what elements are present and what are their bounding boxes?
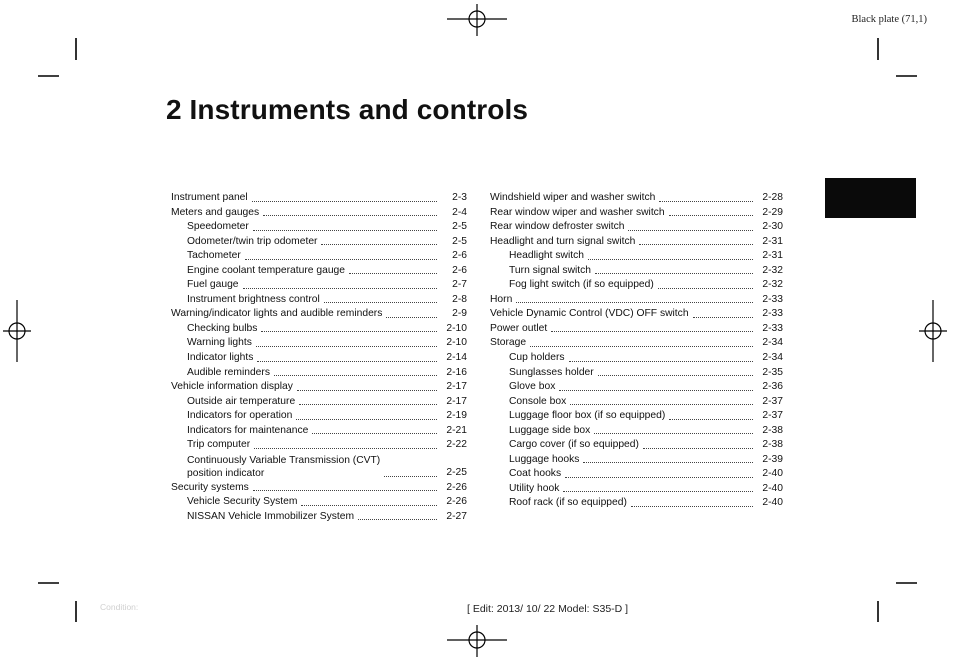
toc-entry-page: 2-33 xyxy=(762,308,783,320)
toc-entry-page: 2-7 xyxy=(452,279,467,291)
toc-entry-page: 2-37 xyxy=(762,410,783,422)
toc-dot-leader xyxy=(321,244,437,245)
toc-entry-page: 2-16 xyxy=(446,366,467,378)
toc-entry[interactable] xyxy=(171,395,467,410)
toc-left-column xyxy=(171,191,467,524)
toc-entry[interactable] xyxy=(171,351,467,366)
toc-entry-label: Warning/indicator lights and audible reminders xyxy=(171,308,383,320)
footer-condition: Condition: xyxy=(100,602,139,612)
toc-dot-leader xyxy=(254,448,437,449)
toc-entry[interactable] xyxy=(171,191,467,206)
toc-entry-page: 2-19 xyxy=(446,410,467,422)
toc-entry-label: Cup holders xyxy=(509,352,565,364)
toc-entry-label: Vehicle Dynamic Control (VDC) OFF switch xyxy=(490,308,689,320)
toc-dot-leader xyxy=(253,230,437,231)
toc-dot-leader xyxy=(358,519,437,520)
toc-dot-leader xyxy=(256,346,437,347)
toc-dot-leader xyxy=(252,201,437,202)
toc-entry-label: Fuel gauge xyxy=(187,279,239,291)
toc-dot-leader xyxy=(516,302,753,303)
toc-entry[interactable] xyxy=(171,453,467,481)
toc-entry-page: 2-10 xyxy=(446,322,467,334)
toc-dot-leader xyxy=(693,317,753,318)
toc-dot-leader xyxy=(274,375,437,376)
toc-entry[interactable] xyxy=(490,467,783,482)
chapter-tab xyxy=(825,178,916,218)
toc-entry-page: 2-38 xyxy=(762,439,783,451)
toc-entry[interactable] xyxy=(490,424,783,439)
toc-entry[interactable] xyxy=(171,249,467,264)
toc-dot-leader xyxy=(570,404,753,405)
toc-entry[interactable] xyxy=(171,495,467,510)
toc-dot-leader xyxy=(559,390,753,391)
toc-entry[interactable] xyxy=(490,206,783,221)
toc-entry-page: 2-39 xyxy=(762,453,783,465)
toc-dot-leader xyxy=(386,317,437,318)
toc-dot-leader xyxy=(245,259,437,260)
toc-entry[interactable] xyxy=(171,380,467,395)
toc-entry-label-line1: Continuously Variable Transmission (CVT) xyxy=(187,454,381,466)
toc-dot-leader xyxy=(658,288,753,289)
toc-entry[interactable] xyxy=(171,307,467,322)
toc-entry-label: Storage xyxy=(490,337,527,349)
toc-entry-page: 2-27 xyxy=(446,510,467,522)
toc-entry-page: 2-34 xyxy=(762,352,783,364)
toc-entry-label: Checking bulbs xyxy=(187,322,258,334)
toc-entry[interactable] xyxy=(171,220,467,235)
toc-entry-page: 2-10 xyxy=(446,337,467,349)
toc-entry-page: 2-35 xyxy=(762,366,783,378)
toc-entry-page: 2-3 xyxy=(452,192,467,203)
toc-entry[interactable] xyxy=(171,409,467,424)
toc-dot-leader xyxy=(669,215,753,216)
toc-dot-leader xyxy=(639,244,753,245)
toc-dot-leader xyxy=(598,375,753,376)
toc-entry-label: Luggage hooks xyxy=(509,453,580,465)
toc-entry[interactable] xyxy=(490,249,783,264)
toc-entry-label: Warning lights xyxy=(187,337,252,349)
toc-dot-leader xyxy=(349,273,437,274)
toc-entry[interactable] xyxy=(490,322,783,337)
toc-dot-leader xyxy=(263,215,437,216)
toc-entry[interactable] xyxy=(490,438,783,453)
toc-entry-label: Outside air temperature xyxy=(187,395,296,407)
toc-entry-label: Security systems xyxy=(171,481,249,493)
toc-entry-page: 2-33 xyxy=(762,293,783,305)
toc-entry-label: Indicators for maintenance xyxy=(187,424,309,436)
toc-entry[interactable] xyxy=(171,438,467,453)
toc-dot-leader xyxy=(583,462,753,463)
toc-entry-page: 2-33 xyxy=(762,322,783,334)
toc-entry-page: 2-6 xyxy=(452,250,467,262)
toc-entry[interactable] xyxy=(171,424,467,439)
chapter-title: 2 Instruments and controls xyxy=(166,94,528,125)
toc-dot-leader xyxy=(569,361,753,362)
toc-dot-leader xyxy=(594,433,753,434)
toc-entry[interactable] xyxy=(490,380,783,395)
toc-dot-leader xyxy=(296,419,437,420)
toc-entry[interactable] xyxy=(171,481,467,496)
toc-entry-page: 2-40 xyxy=(762,482,783,494)
toc-entry-page: 2-6 xyxy=(452,264,467,276)
toc-dot-leader xyxy=(669,419,753,420)
toc-dot-leader xyxy=(301,505,437,506)
toc-entry[interactable] xyxy=(490,220,783,235)
toc-dot-leader xyxy=(595,273,753,274)
toc-entry[interactable] xyxy=(490,191,783,206)
toc-entry-label: Roof rack (if so equipped) xyxy=(509,497,627,509)
toc-entry[interactable] xyxy=(490,409,783,424)
toc-entry-label: Fog light switch (if so equipped) xyxy=(509,279,654,291)
toc-entry[interactable] xyxy=(171,293,467,308)
toc-entry[interactable] xyxy=(490,496,783,511)
toc-entry-label: Power outlet xyxy=(490,322,548,334)
plate-label: Black plate (71,1) xyxy=(851,14,927,25)
toc-entry[interactable] xyxy=(171,264,467,279)
toc-entry-label: Sunglasses holder xyxy=(509,366,594,378)
toc-entry-label-line2: position indicator xyxy=(187,467,265,479)
footer-edit-info: [ Edit: 2013/ 10/ 22 Model: S35-D ] xyxy=(467,603,629,615)
toc-entry[interactable] xyxy=(171,336,467,351)
toc-entry-page: 2-17 xyxy=(446,395,467,407)
toc-entry-label: Indicators for operation xyxy=(187,410,293,422)
toc-entry-label: Utility hook xyxy=(509,482,560,494)
toc-entry-page: 2-9 xyxy=(452,308,467,320)
toc-entry-label: Trip computer xyxy=(187,439,251,451)
toc-entry[interactable] xyxy=(490,278,783,293)
toc-entry-page: 2-36 xyxy=(762,381,783,393)
toc-entry[interactable] xyxy=(171,322,467,337)
toc-entry-label: Vehicle information display xyxy=(171,381,293,393)
toc-entry-page: 2-21 xyxy=(446,424,467,436)
toc-entry-page: 2-32 xyxy=(762,264,783,276)
toc-entry-label xyxy=(187,454,380,481)
toc-dot-leader xyxy=(324,302,437,303)
toc-entry-label: Engine coolant temperature gauge xyxy=(187,264,345,276)
toc-dot-leader xyxy=(628,230,753,231)
toc-entry-label: Cargo cover (if so equipped) xyxy=(509,439,639,451)
toc-right-column xyxy=(490,191,783,511)
toc-entry-page: 2-26 xyxy=(446,481,467,493)
toc-entry[interactable] xyxy=(171,206,467,221)
toc-entry-label: Instrument panel xyxy=(171,192,248,203)
toc-entry-label: Coat hooks xyxy=(509,468,562,480)
toc-entry-page: 2-31 xyxy=(762,235,783,247)
toc-dot-leader xyxy=(253,490,437,491)
toc-entry-label: Rear window defroster switch xyxy=(490,221,625,233)
toc-entry-page: 2-38 xyxy=(762,424,783,436)
toc-dot-leader xyxy=(551,331,753,332)
toc-entry-label: Windshield wiper and washer switch xyxy=(490,192,656,203)
toc-dot-leader xyxy=(588,259,753,260)
toc-dot-leader xyxy=(384,476,437,477)
toc-entry-page: 2-37 xyxy=(762,395,783,407)
toc-dot-leader xyxy=(299,404,437,405)
toc-entry-page: 2-26 xyxy=(446,496,467,508)
toc-dot-leader xyxy=(643,448,753,449)
toc-entry-label: Turn signal switch xyxy=(509,264,592,276)
toc-entry-page: 2-30 xyxy=(762,221,783,233)
toc-entry-page: 2-5 xyxy=(452,221,467,233)
toc-entry[interactable] xyxy=(490,307,783,322)
toc-dot-leader xyxy=(312,433,437,434)
toc-entry-page: 2-22 xyxy=(446,439,467,451)
toc-dot-leader xyxy=(565,477,753,478)
toc-entry-label: Luggage floor box (if so equipped) xyxy=(509,410,666,422)
toc-entry[interactable] xyxy=(490,366,783,381)
toc-entry[interactable] xyxy=(490,482,783,497)
toc-dot-leader xyxy=(297,390,437,391)
toc-dot-leader xyxy=(530,346,753,347)
toc-entry-label: Headlight and turn signal switch xyxy=(490,235,636,247)
toc-entry-label: Odometer/twin trip odometer xyxy=(187,235,318,247)
toc-entry-label: Console box xyxy=(509,395,567,407)
toc-entry-page: 2-29 xyxy=(762,206,783,218)
toc-entry-page: 2-5 xyxy=(452,235,467,247)
toc-entry-page: 2-34 xyxy=(762,337,783,349)
toc-entry-page: 2-4 xyxy=(452,206,467,218)
toc-dot-leader xyxy=(257,361,437,362)
toc-entry-label: Glove box xyxy=(509,381,556,393)
toc-dot-leader xyxy=(659,201,753,202)
toc-entry-label: Meters and gauges xyxy=(171,206,260,218)
toc-entry-page: 2-40 xyxy=(762,468,783,480)
toc-entry[interactable] xyxy=(490,293,783,308)
toc-entry-page: 2-28 xyxy=(762,192,783,203)
toc-entry-page: 2-32 xyxy=(762,279,783,291)
toc-entry-page: 2-25 xyxy=(446,467,467,479)
toc-entry-label: Vehicle Security System xyxy=(187,496,298,508)
toc-dot-leader xyxy=(631,506,753,507)
toc-dot-leader xyxy=(243,288,437,289)
toc-entry-page: 2-40 xyxy=(762,497,783,509)
toc-entry-page: 2-31 xyxy=(762,250,783,262)
toc-entry-label: Rear window wiper and washer switch xyxy=(490,206,665,218)
toc-entry-label: Audible reminders xyxy=(187,366,270,378)
toc-entry-page: 2-14 xyxy=(446,352,467,364)
toc-entry[interactable] xyxy=(171,235,467,250)
toc-dot-leader xyxy=(261,331,437,332)
toc-entry-label: Luggage side box xyxy=(509,424,591,436)
toc-entry-label: Tachometer xyxy=(187,250,241,262)
toc-entry[interactable] xyxy=(490,351,783,366)
toc-entry-label: Headlight switch xyxy=(509,250,584,262)
toc-entry[interactable] xyxy=(171,366,467,381)
toc-entry-page: 2-8 xyxy=(452,293,467,305)
toc-entry[interactable] xyxy=(171,510,467,525)
toc-entry-label: Instrument brightness control xyxy=(187,293,320,305)
toc-dot-leader xyxy=(563,491,753,492)
toc-entry[interactable] xyxy=(490,235,783,250)
toc-entry[interactable] xyxy=(490,336,783,351)
toc-entry-label: Speedometer xyxy=(187,221,249,233)
toc-entry-page: 2-17 xyxy=(446,381,467,393)
toc-entry[interactable] xyxy=(490,395,783,410)
toc-entry[interactable] xyxy=(171,278,467,293)
toc-entry-label: Indicator lights xyxy=(187,352,254,364)
toc-entry-label: Horn xyxy=(490,293,513,305)
toc-entry-label: NISSAN Vehicle Immobilizer System xyxy=(187,510,355,522)
toc-entry[interactable] xyxy=(490,264,783,279)
toc-entry[interactable] xyxy=(490,453,783,468)
